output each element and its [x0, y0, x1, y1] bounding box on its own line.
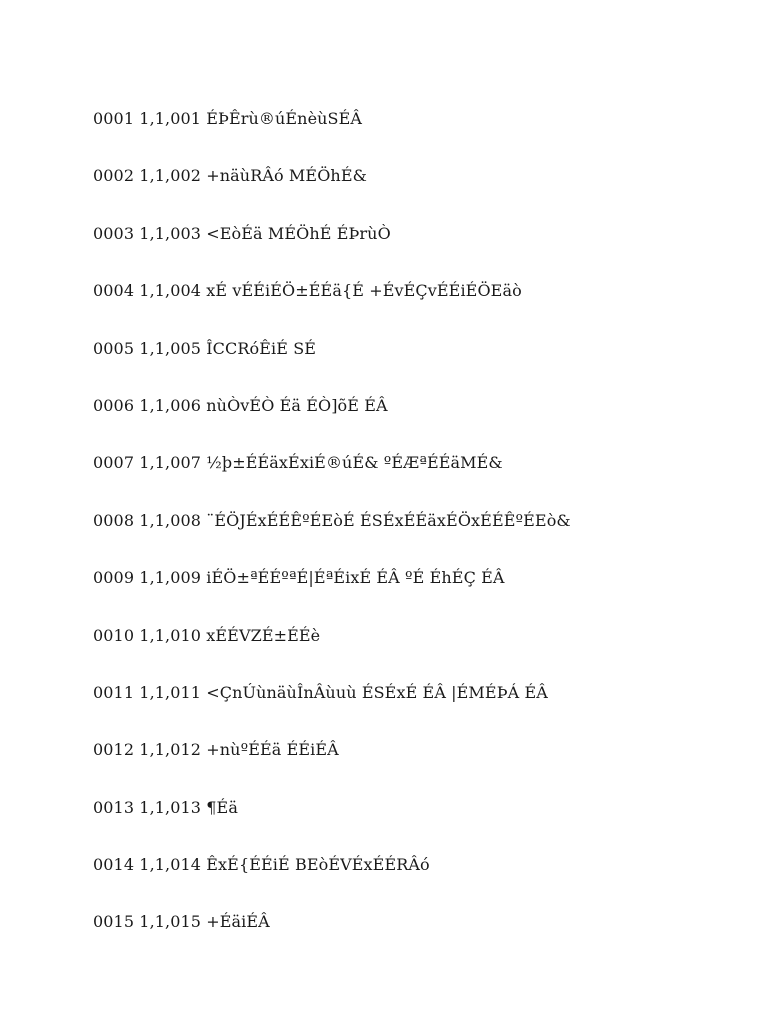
- document-line: 0014 1,1,014 ÊxÉ{ÉÉiÉ BEòÉVÉxÉÉRÂó: [93, 855, 430, 875]
- document-line: 0006 1,1,006 nùÒvÉÒ Éä ÉÒ]õÉ ÉÂ: [93, 395, 388, 415]
- document-line: 0015 1,1,015 +ÉäiÉÂ: [93, 912, 270, 932]
- document-line: 0013 1,1,013 ¶Éä: [93, 797, 238, 817]
- line-list: [93, 105, 733, 966]
- document-line: 0008 1,1,008 ¨ÉÖJÉxÉÉÊºÉEòÉ ÉSÉxÉÉäxÉÖxÉÉÊºÉEò&: [93, 510, 571, 530]
- document-line: 0011 1,1,011 <ÇnÚùnäùÎnÂùuù ÉSÉxÉ ÉÂ |ÉMÉÞÁ ÉÂ: [93, 682, 548, 702]
- document-line: 0002 1,1,002 +näùRÂó MÉÖhÉ&: [93, 166, 367, 186]
- document-line: 0001 1,1,001 ÉÞÊrù®úÉnèùSÉÂ: [93, 109, 363, 128]
- document-line: 0012 1,1,012 +nùºÉÉä ÉÉiÉÂ: [93, 740, 339, 760]
- document-line: 0005 1,1,005 ÎCCRóÊiÉ SÉ: [93, 338, 317, 358]
- document-line: 0003 1,1,003 <EòÉä MÉÖhÉ ÉÞrùÒ: [93, 223, 391, 243]
- document-line: 0009 1,1,009 iÉÖ±ªÉÉºªÉ|ÉªÉixÉ ÉÂ ºÉ ÉhÉÇ ÉÂ: [93, 568, 505, 588]
- document-line: 0004 1,1,004 xÉ vÉÉiÉÖ±ÉÉä{É +ÉvÉÇvÉÉiÉÖEäò: [93, 281, 522, 301]
- document-line: 0010 1,1,010 xÉÉVZÉ±ÉÉè: [93, 625, 321, 645]
- document-line: 0007 1,1,007 ½þ±ÉÉäxÉxiÉ®úÉ& ºÉÆªÉÉäMÉ&: [93, 453, 503, 473]
